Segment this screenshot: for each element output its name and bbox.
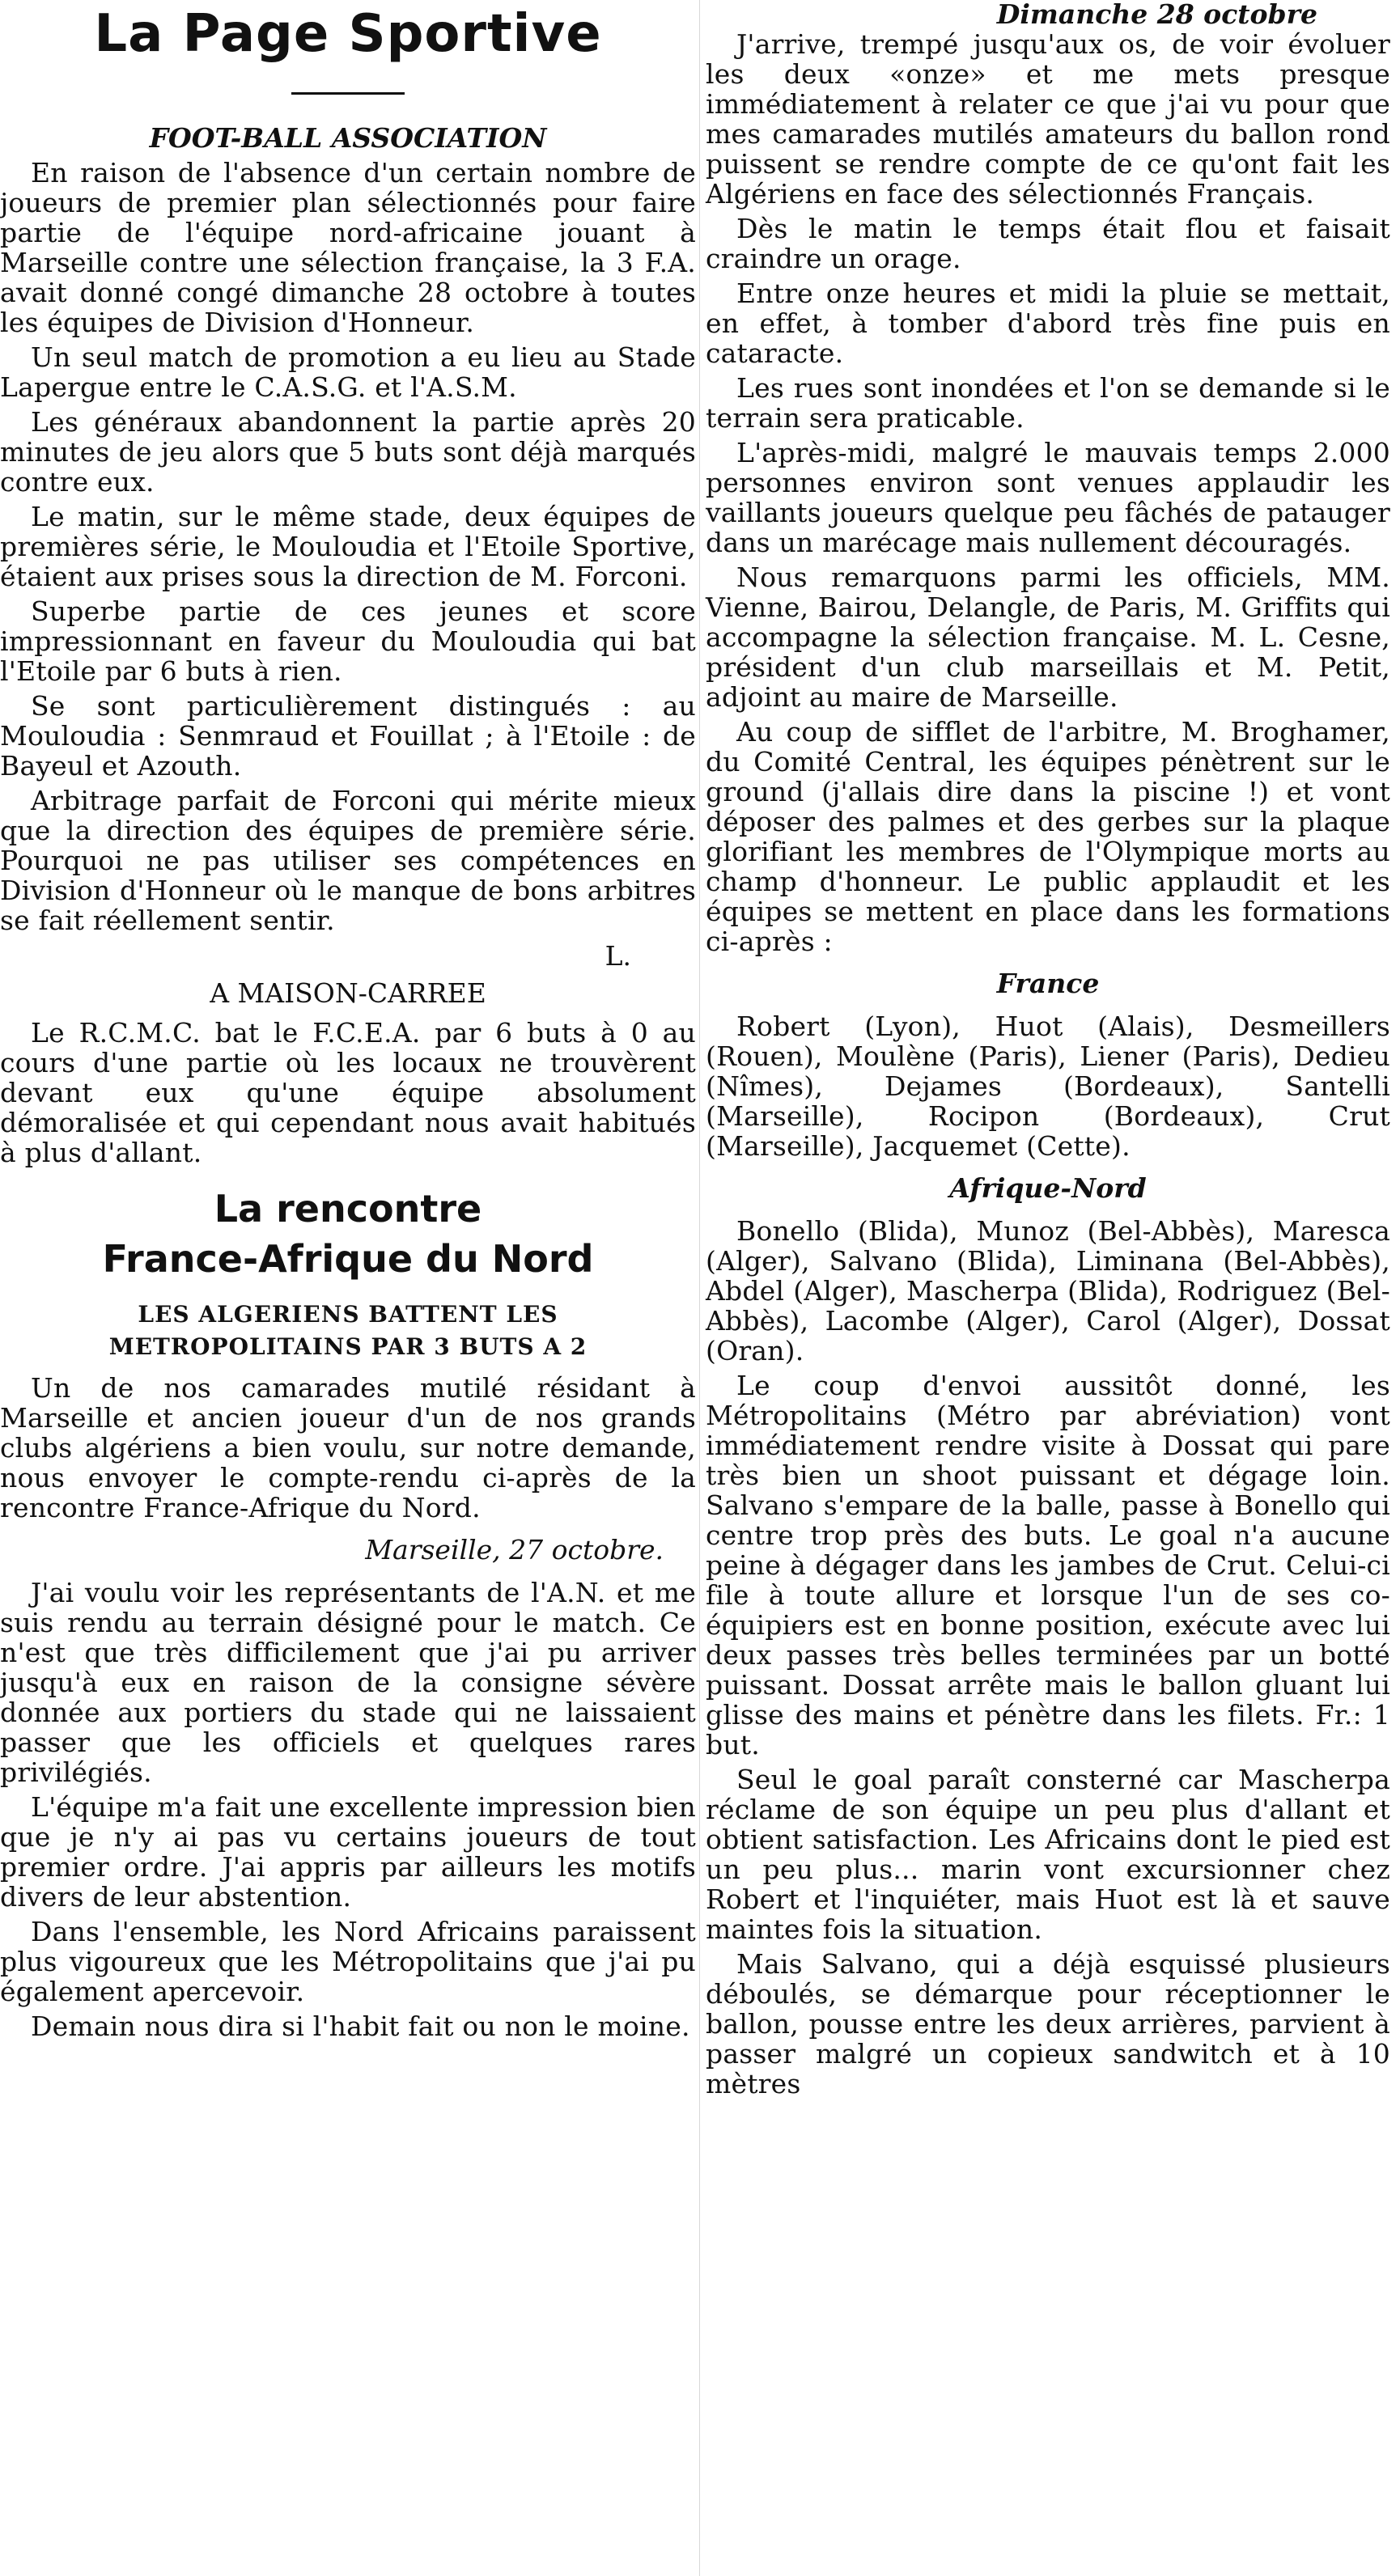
- paragraph: Seul le goal paraît consterné car Mascherpa réclame de son équipe un peu plus d'allant et obtient satisfaction. Les Africains dont le pied est un peu plus... marin vont excursionner chez Robert et l'inquiéter, mais Huot est là et sauve maintes fois la situation.: [706, 1764, 1390, 1945]
- right-column: [706, 0, 1390, 2576]
- paragraph: Demain nous dira si l'habit fait ou non le moine.: [31, 2010, 690, 2042]
- paragraph: Au coup de sifflet de l'arbitre, M. Broghamer, du Comité Central, les équipes pénètrent sur le ground (j'allais dire dans la piscine !) et vont déposer des palmes et des gerbes sur la plaque glorifiant les membres de l'Olympique morts au champ d'honneur. Le public applaudit et les équipes se mettent en place dans les formations ci-après :: [706, 716, 1390, 957]
- paragraph: L'après-midi, malgré le mauvais temps 2.000 personnes environ sont venues applaudir les vaillants joueurs quelque peu fâchés de patauger dans un marécage mais nullement découragés.: [706, 437, 1390, 558]
- maison-carree-heading: A MAISON-CARREE: [210, 977, 486, 1009]
- paragraph: Le R.C.M.C. bat le F.C.E.A. par 6 buts à 0 au cours d'une partie où les locaux ne trouvèrent devant eux qu'une équipe absolument démoralisée et qui cependant nous avait habitués à plus d'allant.: [0, 1017, 696, 1168]
- team-france-title: France: [996, 968, 1100, 999]
- paragraph: Mais Salvano, qui a déjà esquissé plusieurs déboulés, se démarque pour réceptionner le ballon, pousse entre les deux arrières, parvient à passer malgré un copieux sandwitch et à 10 mètres: [706, 1948, 1390, 2099]
- paragraph: J'ai voulu voir les représentants de l'A.N. et me suis rendu au terrain désigné pour le match. Ce n'est que très difficilement que j'ai pu arriver jusqu'à eux en raison de la consigne sévère donnée aux portiers du stade qui ne laissaient passer que les officiels et quelques rares privilégiés.: [0, 1577, 696, 1788]
- paragraph: Dans l'ensemble, les Nord Africains paraissent plus vigoureux que les Métropolitains que j'ai pu également apercevoir.: [0, 1916, 696, 2007]
- paragraph: L'équipe m'a fait une excellente impression bien que je n'y ai pas vu certains joueurs de tout premier ordre. J'ai appris par ailleurs les motifs divers de leur abstention.: [0, 1791, 696, 1913]
- title-divider: [291, 92, 405, 95]
- paragraph: Un seul match de promotion a eu lieu au Stade Lapergue entre le C.A.S.G. et l'A.S.M.: [0, 341, 696, 403]
- paragraph: Dès le matin le temps était flou et faisait craindre un orage.: [706, 213, 1390, 274]
- paragraph: Un de nos camarades mutilé résidant à Marseille et ancien joueur d'un de nos grands clubs algériens a bien voulu, sur notre demande, nous envoyer le compte-rendu ci-après de la rencontre France-Afrique du Nord.: [0, 1372, 696, 1523]
- paragraph: Le matin, sur le même stade, deux équipes de premières série, le Mouloudia et l'Etoile Sportive, étaient aux prises sous la direction de M. Forconi.: [0, 501, 696, 592]
- paragraph: J'arrive, trempé jusqu'aux os, de voir évoluer les deux «onze» et me mets presque immédiatement à relater ce que j'ai vu pour que mes camarades mutilés amateurs du ballon rond puissent se rendre compte de ce qu'ont fait les Algériens en face des sélectionnés Français.: [706, 28, 1390, 210]
- paragraph: Arbitrage parfait de Forconi qui mérite mieux que la direction des équipes de première série. Pourquoi ne pas utiliser ses compétences en Division d'Honneur où le manque de bons arbitres se fait réellement sentir.: [0, 785, 696, 936]
- paragraph: En raison de l'absence d'un certain nombre de joueurs de premier plan sélectionnés pour faire partie de l'équipe nord-africaine jouant à Marseille contre une sélection française, la 3 F.A. avait donné congé dimanche 28 octobre à toutes les équipes de Division d'Honneur.: [0, 157, 696, 338]
- page-title: La Page Sportive: [94, 4, 602, 64]
- sub-headline: LES ALGERIENS BATTENT LES METROPOLITAINS PAR 3 BUTS A 2: [108, 1301, 588, 1360]
- paragraph: Superbe partie de ces jeunes et score impressionnant en faveur du Mouloudia qui bat l'Etoile par 6 buts à rien.: [0, 595, 696, 687]
- paragraph: Se sont particulièrement distingués : au Mouloudia : Senmraud et Fouillat ; à l'Etoile : de Bayeul et Azouth.: [0, 690, 696, 782]
- headline-line-2: France-Afrique du Nord: [102, 1237, 594, 1281]
- paragraph: Les généraux abandonnent la partie après 20 minutes de jeu alors que 5 buts sont déjà marqués contre eux.: [0, 406, 696, 498]
- paragraph: Entre onze heures et midi la pluie se mettait, en effet, à tomber d'abord très fine puis en cataracte.: [706, 278, 1390, 369]
- dateline-dimanche: Dimanche 28 octobre: [996, 0, 1317, 30]
- paragraph: Les rues sont inondées et l'on se demande si le terrain sera praticable.: [706, 372, 1390, 434]
- author-signature: L.: [605, 940, 631, 972]
- left-column: [0, 0, 696, 2576]
- team-afrique-players: Bonello (Blida), Munoz (Bel-Abbès), Maresca (Alger), Salvano (Blida), Liminana (Bel-Abbès), Abdel (Alger), Mascherpa (Blida), Rodriguez (Bel-Abbès), Lacombe (Alger), Carol (Alger), Dossat (Oran).: [706, 1215, 1390, 1366]
- team-france-players: Robert (Lyon), Huot (Alais), Desmeillers (Rouen), Moulène (Paris), Liener (Paris), Dedieu (Nîmes), Dejames (Bordeaux), Santelli (Marseille), Rocipon (Bordeaux), Crut (Marseille), Jacquemet (Cette).: [706, 1010, 1390, 1162]
- team-afrique-title: Afrique-Nord: [949, 1172, 1147, 1204]
- paragraph: Nous remarquons parmi les officiels, MM. Vienne, Bairou, Delangle, de Paris, M. Griffits qui accompagne la sélection française. M. L. Cesne, président d'un club marseillais et M. Petit, adjoint au maire de Marseille.: [706, 561, 1390, 713]
- column-divider: [699, 0, 700, 2576]
- football-heading: FOOT-BALL ASSOCIATION: [149, 122, 547, 154]
- headline-line-1: La rencontre: [214, 1187, 482, 1231]
- paragraph: Le coup d'envoi aussitôt donné, les Métropolitains (Métro par abréviation) vont immédiatement rendre visite à Dossat qui pare très bien un shoot puissant et dégage loin. Salvano s'empare de la balle, passe à Bonello qui centre trop près des buts. Le goal n'a aucune peine à dégager dans les jambes de Crut. Celui-ci file à toute allure et lorsque l'un de ses co-équipiers est en bonne position, exécute avec lui deux passes très belles terminées par un botté puissant. Dossat arrête mais le ballon gluant lui glisse des mains et pénètre dans les filets. Fr.: 1 but.: [706, 1370, 1390, 1760]
- dateline-marseille: Marseille, 27 octobre.: [365, 1534, 664, 1566]
